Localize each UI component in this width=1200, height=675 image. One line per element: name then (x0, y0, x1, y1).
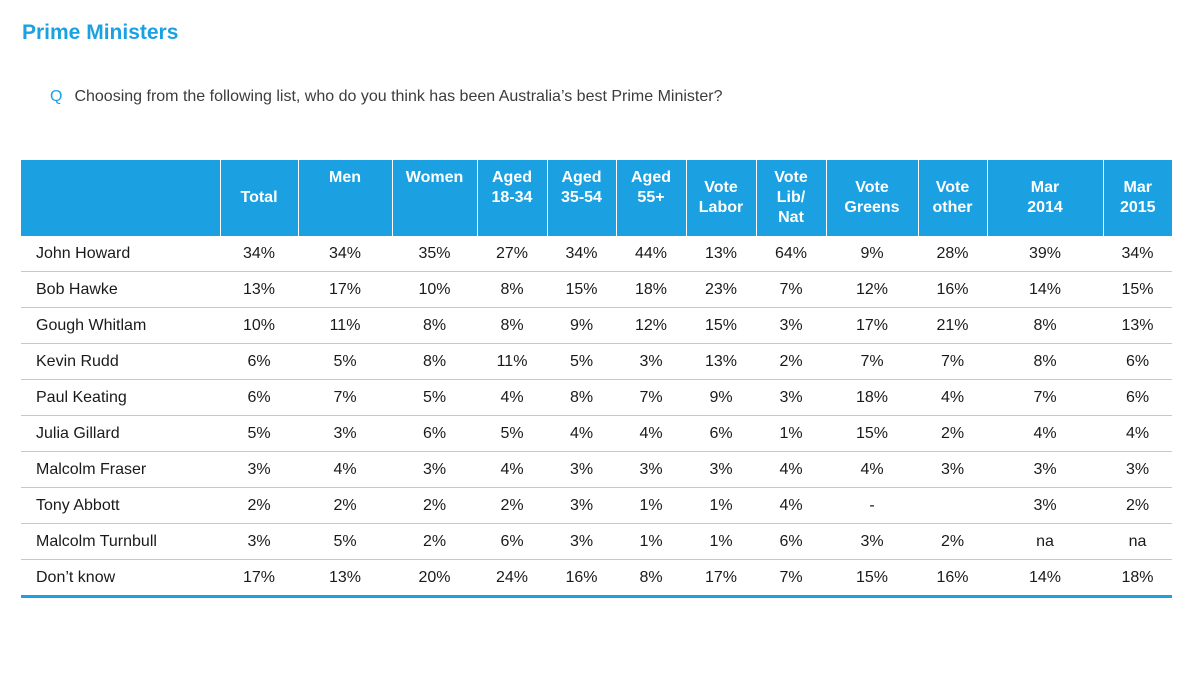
table-row (21, 344, 1172, 380)
table-cell: 10% (392, 272, 477, 308)
table-cell: 7% (826, 344, 918, 380)
column-header-line: 55+ (637, 189, 665, 206)
table-cell: 64% (756, 236, 826, 272)
table-cell: 5% (220, 416, 298, 452)
table-cell: 7% (616, 380, 686, 416)
table-cell: na (1103, 524, 1172, 560)
table-cell: 5% (298, 344, 392, 380)
table-cell: 44% (616, 236, 686, 272)
column-header (220, 160, 298, 236)
table-cell: 8% (987, 308, 1103, 344)
table-cell: 4% (918, 380, 987, 416)
column-header-line: Aged (561, 169, 602, 186)
table-cell: 4% (298, 452, 392, 488)
table-cell: 14% (987, 272, 1103, 308)
table-cell: 34% (1103, 236, 1172, 272)
results-table (21, 160, 1172, 598)
table-cell: 6% (392, 416, 477, 452)
table-cell: 34% (298, 236, 392, 272)
column-header (686, 160, 756, 236)
table-cell: 18% (826, 380, 918, 416)
column-header-blank (21, 160, 220, 236)
table-cell: 4% (756, 488, 826, 524)
table-cell: 16% (918, 272, 987, 308)
table-cell: 8% (616, 560, 686, 597)
table-cell: 3% (547, 452, 616, 488)
column-header-line: Labor (698, 199, 744, 216)
table-cell: 2% (1103, 488, 1172, 524)
row-label: Paul Keating (21, 380, 220, 416)
table-cell: 13% (686, 344, 756, 380)
table-cell: 1% (756, 416, 826, 452)
column-header-line: Lib/ (776, 189, 806, 206)
question-marker: Q (50, 88, 63, 105)
table-cell: 3% (987, 488, 1103, 524)
table-row (21, 272, 1172, 308)
column-header (1103, 160, 1172, 236)
table-row (21, 524, 1172, 560)
table-cell: 8% (987, 344, 1103, 380)
table-cell: 2% (392, 488, 477, 524)
table-cell: 15% (826, 416, 918, 452)
table-cell: 12% (826, 272, 918, 308)
table-cell: 24% (477, 560, 547, 597)
table-cell: 6% (477, 524, 547, 560)
row-label: Kevin Rudd (21, 344, 220, 380)
table-cell: 6% (756, 524, 826, 560)
table-cell: 8% (477, 272, 547, 308)
table-cell: 15% (826, 560, 918, 597)
table-cell: 17% (826, 308, 918, 344)
table-header-row (21, 160, 1172, 236)
row-label: Tony Abbott (21, 488, 220, 524)
row-label: Malcolm Fraser (21, 452, 220, 488)
table-row (21, 236, 1172, 272)
table-cell: 18% (616, 272, 686, 308)
table-cell: 6% (1103, 380, 1172, 416)
table-cell: 1% (686, 488, 756, 524)
table-row (21, 380, 1172, 416)
table-cell: 5% (547, 344, 616, 380)
table-cell: 8% (392, 344, 477, 380)
table-cell: 7% (756, 560, 826, 597)
table-cell: 3% (547, 524, 616, 560)
table-cell: 13% (1103, 308, 1172, 344)
table-row (21, 560, 1172, 597)
table-cell: 3% (392, 452, 477, 488)
table-cell: 17% (298, 272, 392, 308)
table-cell: 34% (220, 236, 298, 272)
table-cell: 15% (686, 308, 756, 344)
table-cell: 17% (686, 560, 756, 597)
column-header-line: Mar (1030, 179, 1060, 196)
table-cell: 1% (616, 524, 686, 560)
table-cell: 4% (826, 452, 918, 488)
column-header-line: 18-34 (491, 189, 533, 206)
table-cell: 15% (547, 272, 616, 308)
page-title: Prime Ministers (22, 21, 179, 44)
column-header (756, 160, 826, 236)
table-cell: 4% (1103, 416, 1172, 452)
column-header (392, 160, 477, 236)
table-cell: 13% (298, 560, 392, 597)
table-cell: 15% (1103, 272, 1172, 308)
column-header-line: Aged (631, 169, 671, 186)
table-cell: 23% (686, 272, 756, 308)
column-header (477, 160, 547, 236)
table-cell: 4% (987, 416, 1103, 452)
table-cell: 34% (547, 236, 616, 272)
table-cell: 4% (547, 416, 616, 452)
column-header (547, 160, 616, 236)
column-header (826, 160, 918, 236)
table-cell: 2% (918, 416, 987, 452)
table-cell: 3% (616, 344, 686, 380)
table-cell: 17% (220, 560, 298, 597)
table-body (21, 236, 1172, 597)
table-cell: 4% (756, 452, 826, 488)
table-row (21, 416, 1172, 452)
table-cell: 5% (477, 416, 547, 452)
table-cell: 3% (547, 488, 616, 524)
table-cell: 8% (392, 308, 477, 344)
table-cell: 39% (987, 236, 1103, 272)
table-cell: 7% (918, 344, 987, 380)
table-cell: 7% (987, 380, 1103, 416)
table-cell: 3% (616, 452, 686, 488)
table-cell: 6% (1103, 344, 1172, 380)
table-cell: 16% (918, 560, 987, 597)
table-cell: 3% (756, 380, 826, 416)
column-header-line: Vote (935, 179, 970, 196)
column-header-line: Greens (844, 199, 900, 216)
table-cell: 7% (298, 380, 392, 416)
table-cell: 3% (826, 524, 918, 560)
table-cell: 20% (392, 560, 477, 597)
table-cell: 8% (547, 380, 616, 416)
column-header-line: Vote (704, 179, 738, 196)
table-cell: 10% (220, 308, 298, 344)
table-cell: 1% (616, 488, 686, 524)
table-cell: 4% (616, 416, 686, 452)
question-text: Choosing from the following list, who do you think has been Australia’s best Prime Minister? (74, 88, 723, 105)
column-header (987, 160, 1103, 236)
table-cell: 12% (616, 308, 686, 344)
table-cell: 6% (220, 380, 298, 416)
table-cell: 6% (220, 344, 298, 380)
column-header-line: Total (240, 189, 278, 206)
row-label: Malcolm Turnbull (21, 524, 220, 560)
table-cell: 6% (686, 416, 756, 452)
column-header-line: Men (329, 169, 361, 186)
table-cell: 9% (686, 380, 756, 416)
table-cell: 3% (756, 308, 826, 344)
table-cell: 21% (918, 308, 987, 344)
column-header-line: 2014 (1027, 199, 1063, 216)
results-table-wrap (21, 160, 1172, 598)
table-cell: 5% (298, 524, 392, 560)
table-cell: 27% (477, 236, 547, 272)
column-header-line: Women (405, 169, 464, 186)
table-cell: 4% (477, 380, 547, 416)
table-row (21, 452, 1172, 488)
column-header-line: Vote (774, 169, 808, 186)
column-header-line: Vote (855, 179, 889, 196)
row-label: Julia Gillard (21, 416, 220, 452)
table-cell: 14% (987, 560, 1103, 597)
table-cell: 3% (987, 452, 1103, 488)
table-cell: 8% (477, 308, 547, 344)
table-cell: 3% (1103, 452, 1172, 488)
table-cell: 11% (477, 344, 547, 380)
table-cell: 2% (392, 524, 477, 560)
table-cell: 3% (686, 452, 756, 488)
column-header-line: Mar (1123, 179, 1152, 196)
row-label: Don’t know (21, 560, 220, 597)
row-label: Gough Whitlam (21, 308, 220, 344)
column-header (298, 160, 392, 236)
table-cell: 2% (477, 488, 547, 524)
column-header-line: 2015 (1119, 199, 1156, 216)
table-cell: 11% (298, 308, 392, 344)
table-cell: 9% (547, 308, 616, 344)
column-header (616, 160, 686, 236)
table-cell: 1% (686, 524, 756, 560)
table-row (21, 488, 1172, 524)
column-header (918, 160, 987, 236)
table-cell: 35% (392, 236, 477, 272)
table-row (21, 308, 1172, 344)
table-cell: 13% (220, 272, 298, 308)
table-cell: 16% (547, 560, 616, 597)
table-cell: - (826, 488, 918, 524)
table-cell: 9% (826, 236, 918, 272)
table-cell: 5% (392, 380, 477, 416)
table-cell: 2% (298, 488, 392, 524)
table-cell: 3% (220, 524, 298, 560)
table-cell: 2% (220, 488, 298, 524)
row-label: Bob Hawke (21, 272, 220, 308)
table-cell: 4% (477, 452, 547, 488)
table-cell: 2% (918, 524, 987, 560)
table-cell: na (987, 524, 1103, 560)
table-cell: 3% (298, 416, 392, 452)
table-cell: 7% (756, 272, 826, 308)
column-header-line: Aged (492, 169, 532, 186)
question (50, 88, 722, 106)
table-cell: 2% (756, 344, 826, 380)
column-header-line: other (932, 199, 973, 216)
table-cell: 3% (918, 452, 987, 488)
table-cell: 28% (918, 236, 987, 272)
table-cell (918, 488, 987, 524)
table-cell: 3% (220, 452, 298, 488)
table-cell: 18% (1103, 560, 1172, 597)
row-label: John Howard (21, 236, 220, 272)
column-header-line: 35-54 (561, 189, 602, 206)
table-cell: 13% (686, 236, 756, 272)
column-header-line: Nat (778, 209, 804, 226)
